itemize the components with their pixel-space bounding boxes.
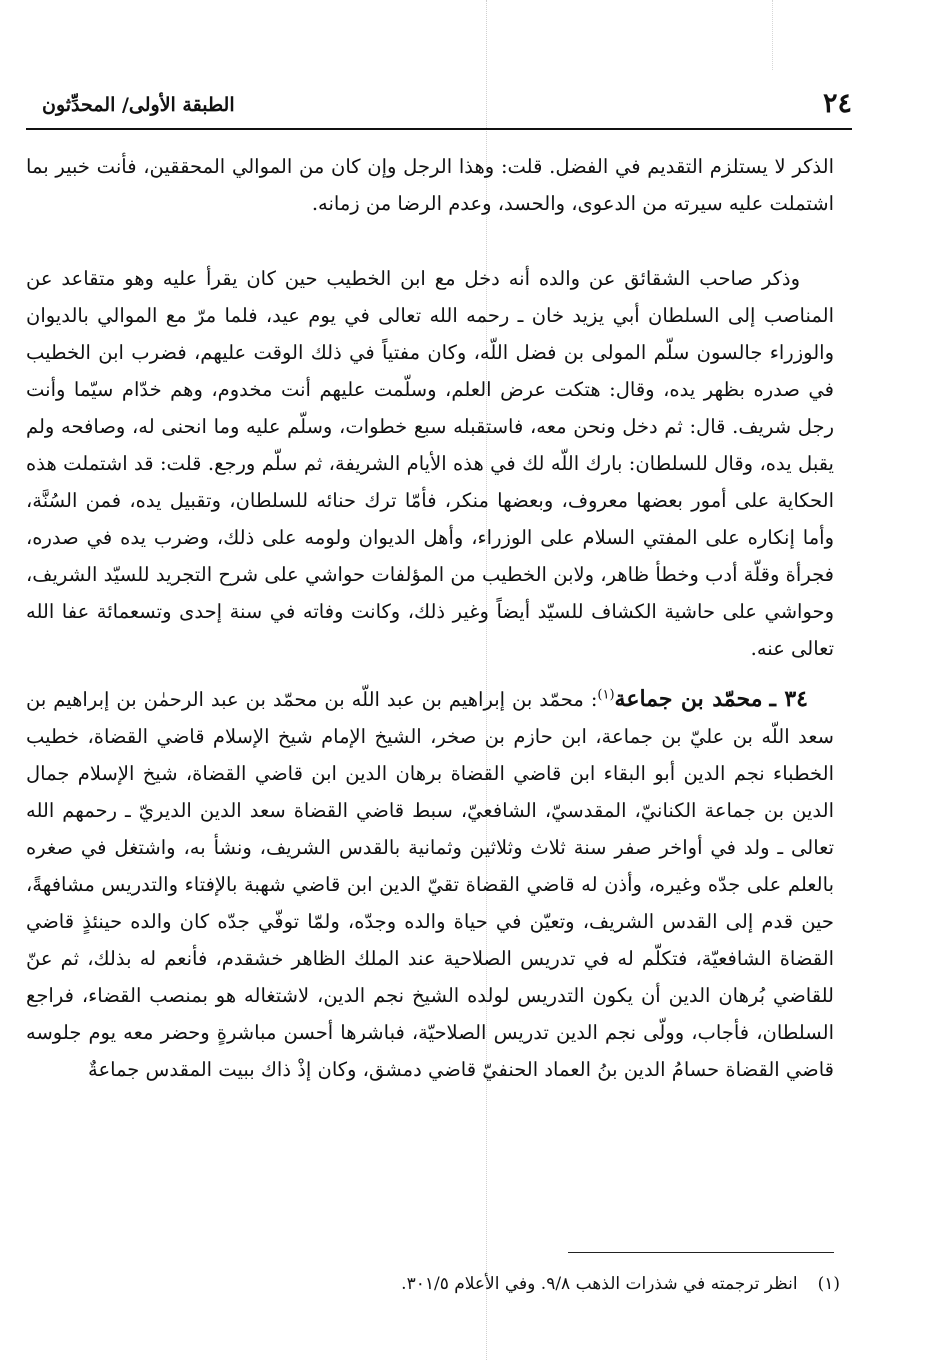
footnote-number: (١)	[817, 1274, 840, 1294]
footnote-text: انظر ترجمته في شذرات الذهب ٩/٨. وفي الأعلام ٣٠١/٥.	[401, 1274, 798, 1294]
running-title: الطبقة الأولى/ المحدِّثون	[42, 94, 235, 116]
header-divider	[26, 128, 852, 130]
footnote-reference[interactable]: (١)	[597, 687, 615, 703]
scan-mark	[772, 0, 773, 70]
biography-entry	[26, 681, 834, 1088]
entry-number: ٣٤ ـ	[769, 686, 808, 712]
entry-name: محمّد بن جماعة	[614, 686, 763, 712]
paragraph-continuation: الذكر لا يستلزم التقديم في الفضل. قلت: وهذا الرجل وإن كان من الموالي المحققين، فأنت خبير بما اشتملت عليه سيرته من الدعوى، والحسد، وعدم الرضا من زمانه.	[26, 155, 834, 215]
main-text	[26, 148, 834, 1088]
page-number: ٢٤	[822, 88, 852, 119]
entry-text: : محمّد بن إبراهيم بن عبد اللّه بن محمّد بن عبد الرحمٰن بن إبراهيم بن سعد اللّه بن عليّ بن جماعة، ابن حازم بن صخر، الشيخ الإمام شيخ الإسلام قاضي القضاة، خطيب الخطباء نجم الدين أبو البقاء ابن قاضي القضاة برهان الدين ابن قاضي القضاة، شيخ الإسلام جمال الدين بن جماعة الكنانيّ، المقدسيّ، الشافعيّ، سبط قاضي القضاة سعد الدين الديريّ ـ رحمهم الله تعالى ـ ولد في أواخر صفر سنة ثلاث وثلاثين وثمانية بالقدس الشريف، ونشأ به، واشتغل في صغره بالعلم على جدّه وغيره، وأذن له قاضي القضاة تقيّ الدين ابن قاضي شهبة بالإفتاء والتدريس مشافهةً، حين قدم إلى القدس الشريف، وتعيّن في حياة والده وجدّه، ولمّا توفّي جدّه كان والده حينئذٍ قاضي القضاة الشافعيّة، فتكلّم له في تدريس الصلاحية عند الملك الظاهر خشقدم، فأنعم له بذلك، ثم عنّ للقاضي بُرهان الدين أن يكون التدريس لولده الشيخ نجم الدين، لاشتغاله هو بمنصب القضاء، فراجع السلطان، فأجاب، وولّى نجم الدين تدريس الصلاحيّة، فباشرها أحسن مباشرةٍ وحضر معه يوم جلوسه قاضي القضاة حسامُ الدين بنُ العماد الحنفيّ قاضي دمشق، وكان إذْ ذاك ببيت المقدس جماعةٌ	[26, 688, 834, 1081]
footnote	[200, 1270, 840, 1298]
footnote-divider	[568, 1252, 834, 1253]
page-header	[42, 86, 852, 122]
paragraph-shaqaiq-story: وذكر صاحب الشقائق عن والده أنه دخل مع ابن الخطيب حين كان يقرأ عليه وهو متقاعد عن المناصب إلى السلطان أبي يزيد خان ـ رحمه الله تعالى في يوم عيد، فلما مرّ مع الموالي بالديوان والوزراء جالسون سلّم المولى بن فضل اللّه، وكان مفتياً في ذلك الوقت عليهم، فضرب ابن الخطيب في صدره بظهر يده، وقال: هتكت عرض العلم، وسلّمت عليهم أنت مخدوم، وهم خدّام سيّما وأنت رجل شريف. قال: ثم دخل ونحن معه، فاستقبله سبع خطوات، وسلّم عليه وما انحنى له، وصافحه ولم يقبل يده، وقال للسلطان: بارك اللّه لك في هذه الأيام الشريفة، ثم سلّم ورجع. قلت: قد اشتملت هذه الحكاية على أمور بعضها معروف، وبعضها منكر، فأمّا ترك حنائه للسلطان، وتقبيل يده، فمن السُنَّة، وأما إنكاره على المفتي السلام على الوزراء، وأهل الديوان ولومه على ذلك، وضرب يده في صدره، فجرأة وقلّة أدب وخطأ ظاهر، ولابن الخطيب من المؤلفات حواشي على شرح التجريد للسيّد الشريف، وحواشي على حاشية الكشاف للسيّد أيضاً وغير ذلك، وكانت وفاته في سنة إحدى وتسعمائة عفا الله تعالى عنه.	[26, 267, 834, 660]
